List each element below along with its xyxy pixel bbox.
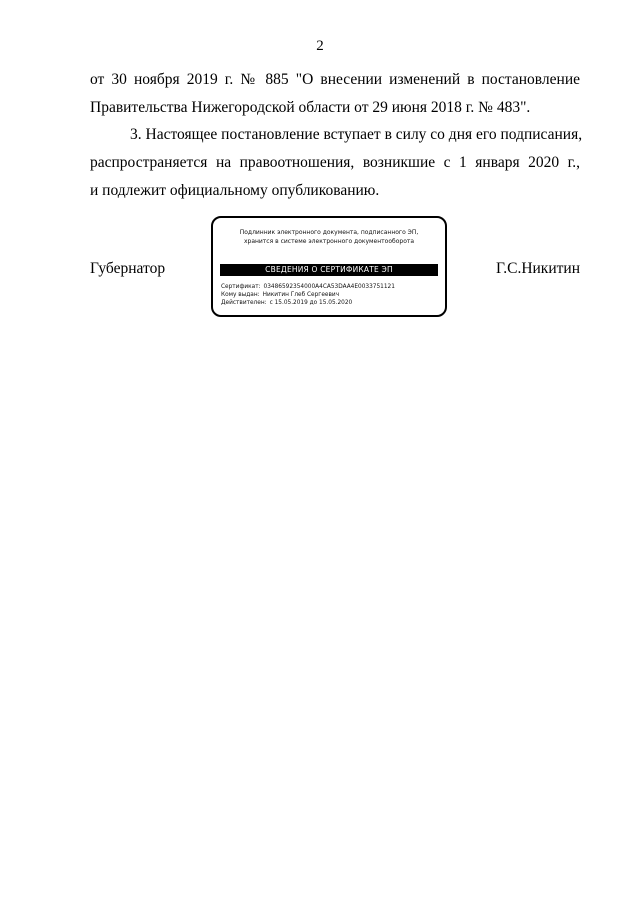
paragraph-line: 3. Настоящее постановление вступает в силу со дня его подписания, (130, 126, 583, 143)
paragraph-line: Правительства Нижегородской области от 29 июня 2018 г. № 483". (90, 99, 531, 116)
page-number: 2 (316, 38, 324, 54)
signatory-name: Г.С.Никитин (496, 260, 580, 277)
stamp-details (221, 283, 395, 307)
signatory-title: Губернатор (90, 260, 166, 277)
stamp-note-line: Подлинник электронного документа, подписанного ЭП, (239, 229, 419, 236)
stamp-certificate-row (221, 283, 395, 291)
paragraph-amendment-reference (90, 66, 580, 122)
stamp-certificate-value: 03486592354000A4CA53DAA4E0033751121 (263, 284, 395, 290)
paragraph-line: и подлежит официальному опубликованию. (90, 182, 380, 199)
paragraph-line: от 30 ноября 2019 г. № 885 "О внесении изменений в постановление (90, 71, 580, 88)
stamp-issued-to-row (221, 291, 395, 299)
stamp-validity-label: Действителен: (221, 300, 267, 306)
stamp-issued-to-label: Кому выдан: (221, 292, 260, 298)
stamp-note-line: хранится в системе электронного документооборота (243, 238, 415, 245)
electronic-signature-stamp (211, 216, 447, 317)
stamp-certificate-label: Сертификат: (221, 284, 261, 290)
paragraph-line: распространяется на правоотношения, возникшие с 1 января 2020 г., (90, 154, 580, 171)
paragraph-effective-date (90, 121, 583, 205)
stamp-validity-value: с 15.05.2019 до 15.05.2020 (269, 300, 353, 306)
stamp-heading: СВЕДЕНИЯ О СЕРТИФИКАТЕ ЭП (220, 264, 438, 276)
stamp-issued-to-value: Никитин Глеб Сергеевич (262, 292, 340, 298)
stamp-validity-row (221, 299, 395, 307)
stamp-note (213, 228, 445, 246)
